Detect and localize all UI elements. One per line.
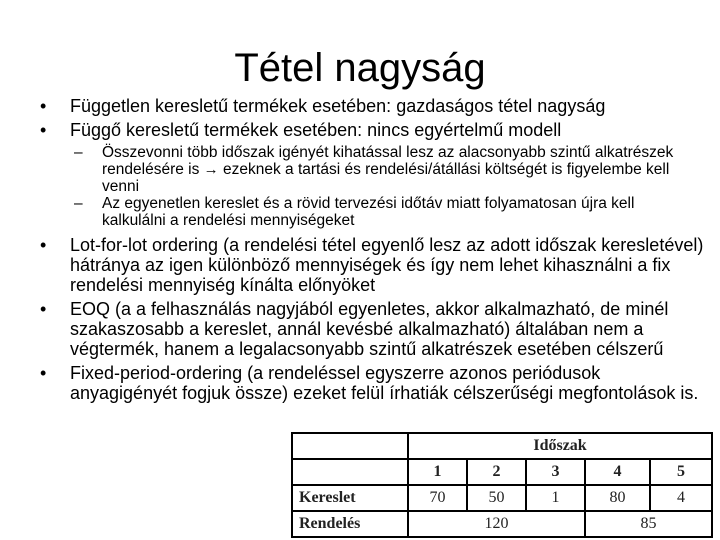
table-row [292,511,712,537]
period-number: 2 [467,459,526,485]
sub-bullet-uneven-demand: – Az egyenetlen kereslet és a rövid tervezési időtáv miatt folyamatosan újra kell kalkulálni a rendelési mennyiségeket [102,195,702,229]
demand-value: 70 [408,485,467,511]
period-number: 1 [408,459,467,485]
period-header: Időszak [408,433,712,459]
arrow-right-icon: → [203,161,219,178]
bullet-lot-for-lot: • Lot-for-lot ordering (a rendelési tétel egyenlő lesz az adott időszak keresletével) hátránya az igen különböző mennyiségek és így nem lehet kihasználni a fix rendelési mennyiség kínálta előnyöket [70,235,712,295]
sub-bullet-merge-periods [102,144,702,195]
period-number: 5 [650,459,712,485]
table-corner-cell [292,459,408,485]
bullet-eoq: • EOQ (a a felhasználás nagyjából egyenletes, akkor alkalmazható, de minél szakaszosabb a kereslet, annál kevésbé alkalmazható) általában nem a végtermék, hanem a legalacsonyabb szintű alkatrészek esetében célszerű [70,299,712,359]
row-label-order: Rendelés [292,511,408,537]
bullet-dependent-demand: • Függő keresletű termékek esetében: nincs egyértelmű modell [70,120,712,140]
table-row [292,459,712,485]
order-value: 120 [408,511,585,537]
table-row [292,485,712,511]
demand-order-table [291,432,713,538]
bullet-fixed-period: • Fixed-period-ordering (a rendeléssel egyszerre azonos periódusok anyagigényét fogjuk össze) ezeket felül írhatiák célszerűségi megfontolások is. [70,363,712,403]
bullet-independent-demand: • Független keresletű termékek esetében: gazdaságos tétel nagyság [70,96,712,116]
demand-value: 80 [585,485,650,511]
period-number: 3 [526,459,585,485]
table-corner-cell [292,433,408,459]
table-row [292,433,712,459]
bullet-list [0,96,720,403]
sub-bullet-text-start: Összevonni több időszak igényét kihatással lesz az alacsonyabb szintű alkatrészek rendelésére is [102,144,674,178]
demand-value: 50 [467,485,526,511]
order-value: 85 [585,511,712,537]
demand-value: 1 [526,485,585,511]
period-number: 4 [585,459,650,485]
row-label-demand: Kereslet [292,485,408,511]
sub-bullet-text-end: ezeknek a tartási és rendelési/átállási költségét is figyelembe kell venni [102,161,670,195]
demand-value: 4 [650,485,712,511]
slide-title: Tétel nagyság [234,46,486,90]
